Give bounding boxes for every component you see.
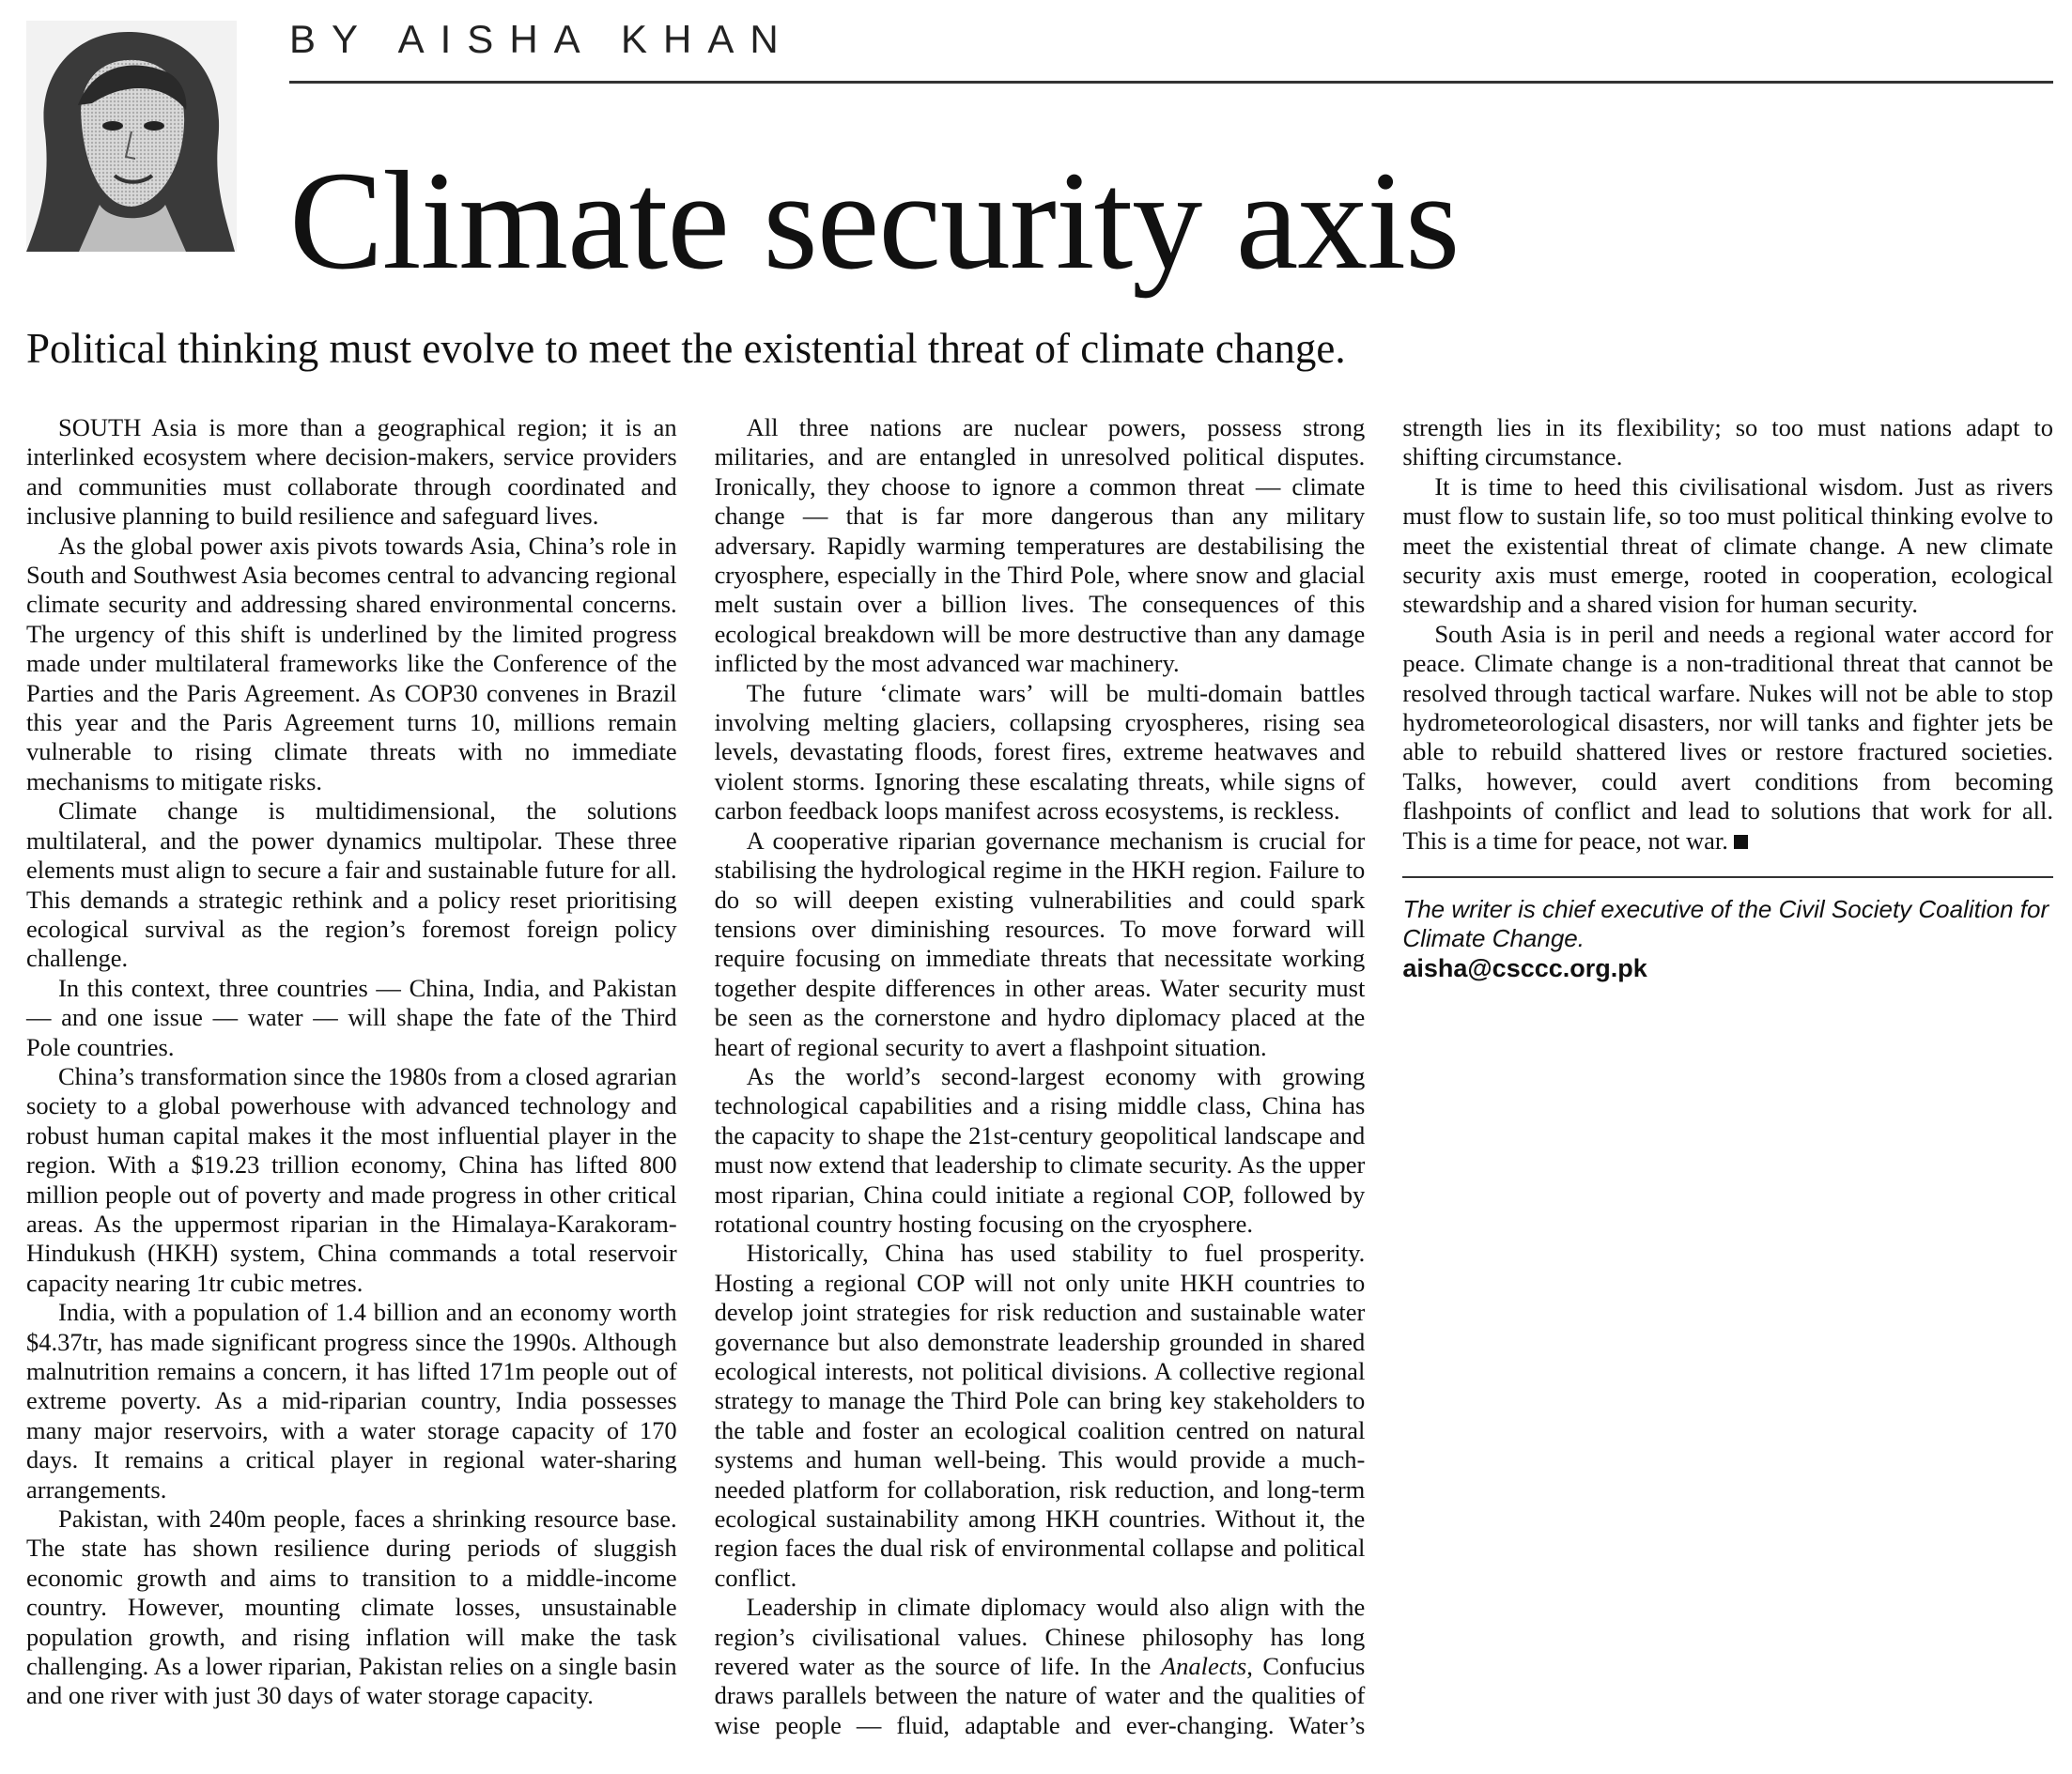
paragraph: SOUTH Asia is more than a geographical region; it is an interlinked ecosystem where decision-makers, service providers and communities must collaborate through coordinated and inclusive planning to build resilience and safeguard lives. [26, 413, 677, 531]
paragraph: China’s transformation since the 1980s from a closed agrarian society to a global powerhouse with advanced technology and robust human capital makes it the most influential player in the region. With a $19.23 trillion economy, China has lifted 800 million people out of poverty and made progress in other critical areas. As the uppermost riparian in the Himalaya-Karakoram-Hindukush (HKH) system, China commands a total reservoir capacity nearing 1tr cubic metres. [26, 1061, 677, 1297]
paragraph: India, with a population of 1.4 billion and an economy worth $4.37tr, has made significant progress since the 1990s. Although malnutrition remains a concern, it has lifted 171m people out of extreme poverty. As a mid-riparian country, India possesses many major reservoirs, with a water storage capacity of 170 days. It remains a critical player in regional water-sharing arrangements. [26, 1298, 677, 1504]
author-footer [1402, 876, 2053, 984]
paragraph: The future ‘climate wars’ will be multi-domain battles involving melting glaciers, collapsing cryospheres, rising sea levels, devastating floods, forest fires, extreme heatwaves and violent storms. Ignoring these escalating threats, while signs of carbon feedback loops manifest across ecosystems, is reckless. [714, 678, 1366, 825]
paragraph: Historically, China has used stability to fuel prosperity. Hosting a regional COP will not only unite HKH countries to develop joint strategies for risk reduction and sustainable water governance but also demonstrate leadership grounded in shared ecological interests, not political divisions. A collective regional strategy to manage the Third Pole can bring key stakeholders to the table and foster an ecological coalition centred on natural systems and human well-being. This would provide a much-needed platform for collaboration, risk reduction, and long-term ecological sustainability among HKH countries. Without it, the region faces the dual risk of environmental collapse and political conflict. [714, 1239, 1366, 1592]
paragraph-text: Leadership in climate diplomacy would also align with the region’s civilisational values. Chinese philosophy has long revered water as the source of life. In the [714, 1593, 1366, 1681]
paragraph: Pakistan, with 240m people, faces a shrinking resource base. The state has shown resilience during periods of sluggish economic growth and aims to transition to a middle-income country. However, mounting climate losses, unsustainable population growth, and rising inflation will make the task challenging. As a lower riparian, Pakistan relies on a single basin and one river with just 30 days of water storage capacity. [26, 1504, 677, 1710]
paragraph: Climate change is multidimensional, the solutions multilateral, and the power dynamics multipolar. These three elements must align to secure a fair and sustainable future for all. This demands a strategic rethink and a policy reset prioritising ecological survival as the region’s foremost foreign policy challenge. [26, 796, 677, 973]
byline-rule [289, 81, 2053, 84]
headline: Climate security axis [289, 143, 1460, 299]
article-body [26, 413, 2053, 1766]
paragraph: It is time to heed this civilisational wisdom. Just as rivers must flow to sustain life, so too must political thinking evolve to meet the existential threat of climate change. A new climate security axis must emerge, rooted in cooperation, ecological stewardship and a shared vision for human security. [1402, 471, 2053, 619]
paragraph: In this context, three countries — China, India, and Pakistan — and one issue — water — will shape the fate of the Third Pole countries. [26, 973, 677, 1061]
paragraph: As the global power axis pivots towards Asia, China’s role in South and Southwest Asia becomes central to advancing regional climate security and addressing shared environmental concerns. The urgency of this shift is underlined by the limited progress made under multilateral frameworks like the Conference of the Parties and the Paris Agreement. As COP30 convenes in Brazil this year and the Paris Agreement turns 10, millions remain vulnerable to rising climate threats with no immediate mechanisms to mitigate risks. [26, 531, 677, 795]
end-square-icon [1734, 835, 1748, 849]
paragraph: As the world’s second-largest economy with growing technological capabilities and a rising middle class, China has the capacity to shape the 21st-century geopolitical landscape and must now extend that leadership to climate security. As the upper most riparian, China could initiate a regional COP, followed by rotational country hosting focusing on the cryosphere. [714, 1061, 1366, 1238]
paragraph-text: , Confucius draws parallels between the nature of water and the qualities of wise people — fluid, adaptable and ever-changing. Water’s strength lies in its flexibility; so too must nations adapt to shifting circumstance. [714, 413, 2053, 1739]
paragraph-final [1402, 620, 2053, 856]
footer-rule [1402, 876, 2053, 878]
author-bio: The writer is chief executive of the Civil Society Coalition for Climate Change. [1402, 895, 2049, 953]
paragraph-text: South Asia is in peril and needs a regional water accord for peace. Climate change is a non-traditional threat that cannot be resolved through tactical warfare. Nukes will not be able to stop hydrometeorological disasters, nor will tanks and fighter jets be able to rebuild shattered lives or restore fractured societies. Talks, however, could avert conditions from becoming flashpoints of conflict and lead to solutions that work for all. This is a time for peace, not war. [1402, 619, 2053, 855]
paragraph: A cooperative riparian governance mechanism is crucial for stabilising the hydrological regime in the HKH region. Failure to do so will deepen existing vulnerabilities and could spark tensions over diminishing resources. To move forward will require focusing on immediate threats that necessitate working together despite differences in other areas. Water security must be seen as the cornerstone and hydro diplomacy placed at the heart of regional security to avert a flashpoint situation. [714, 825, 1366, 1061]
book-title: Analects [1160, 1652, 1247, 1681]
author-email[interactable]: aisha@csccc.org.pk [1402, 954, 1647, 983]
standfirst: Political thinking must evolve to meet the existential threat of climate change. [26, 325, 1346, 372]
author-photo [26, 21, 237, 252]
paragraph: All three nations are nuclear powers, possess strong militaries, and are entangled in unresolved political disputes. Ironically, they choose to ignore a common threat — climate change — that is far more dangerous than any military adversary. Rapidly warming temperatures are destabilising the cryosphere, especially in the Third Pole, where snow and glacial melt sustain over a billion lives. The consequences of this ecological breakdown will be more destructive than any damage inflicted by the most advanced war machinery. [714, 413, 1366, 678]
byline: BY AISHA KHAN [289, 17, 795, 61]
